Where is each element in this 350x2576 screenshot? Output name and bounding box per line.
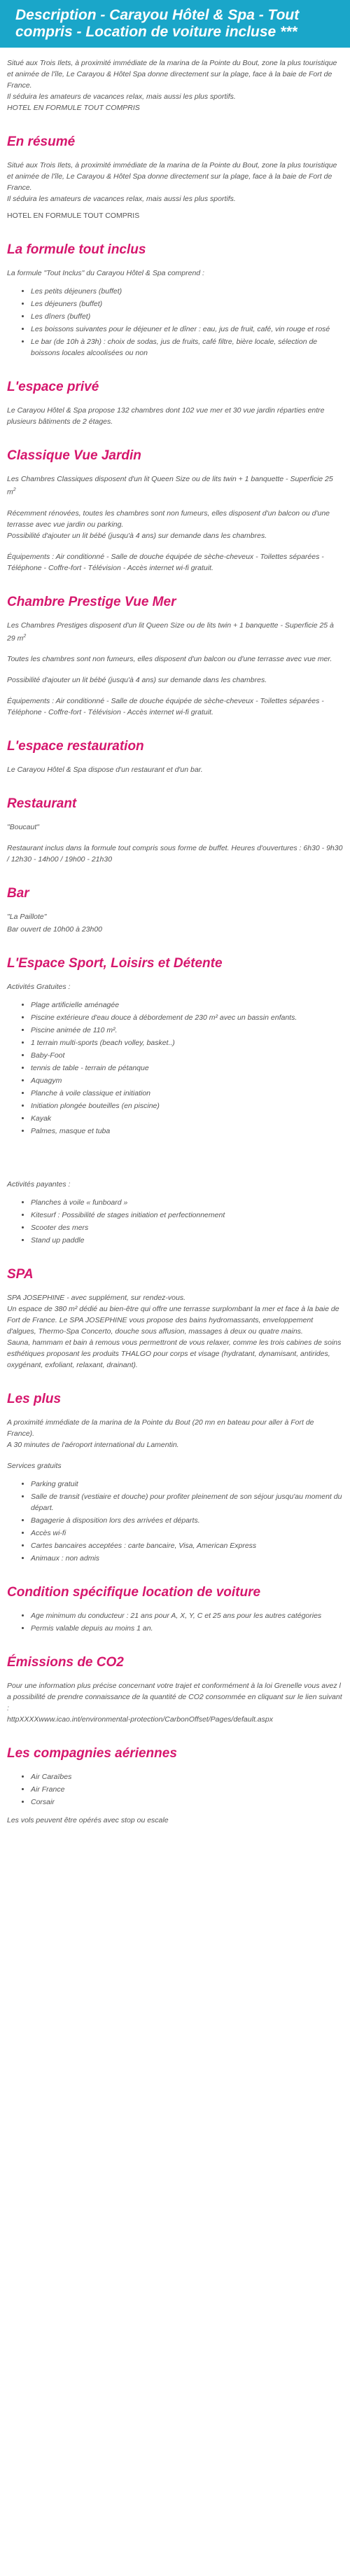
restaurant-name: "Boucaut" (7, 823, 39, 831)
section-heading-co2: Émissions de CO2 (7, 1655, 124, 1670)
restaurant-text: Restaurant inclus dans la formule tout compris sous forme de buffet. Heures d'ouvertures : 6h30 - 9h30 / 12h30 - 14h00 / 19h00 - 21h30 (7, 844, 343, 864)
section-heading-sport: L'Espace Sport, Loisirs et Détente (7, 956, 223, 971)
prestige-text-3: Possibilité d'ajouter un lit bébé (jusqu'à 4 ans) sur demande dans les chambres. (7, 676, 267, 684)
section-heading-restauration: L'espace restauration (7, 739, 144, 754)
bar-name: "La Paillote" (7, 913, 47, 921)
list-item: • Air Caraïbes (31, 1771, 343, 1782)
classique-text-2: Récemment rénovées, toutes les chambres sont non fumeurs, elles disposent d'un balcon ou d'une terrasse avec vue jardin ou parking. Possibilité d'ajouter un lit bébé (jusqu'à 4 ans) sur demande dans les chambres. (7, 508, 330, 540)
resume-formula: HOTEL EN FORMULE TOUT COMPRIS (7, 212, 140, 220)
condition-list (7, 1610, 343, 1634)
list-item: • Initiation plongée bouteilles (en piscine) (31, 1100, 343, 1112)
section-heading-spa: SPA (7, 1267, 34, 1282)
sport-paid-list (7, 1197, 343, 1246)
intro-text: Situé aux Trois Ilets, à proximité immédiate de la marina de la Pointe du Bout, zone la plus touristique et animée de l'île, Le Carayou & Hôtel Spa donne directement sur la plage, face à la baie de Fort de France. Il séduira les amateurs de vacances relax, mais aussi les plus sportifs. (7, 59, 337, 101)
classique-text-1: Les Chambres Classiques disposent d'un lit Queen Size ou de lits twin + 1 banquette - Superficie 25 $m^2$ (7, 475, 333, 497)
prestige-text-1: Les Chambres Prestiges disposent d'un lit Queen Size ou de lits twin + 1 banquette - Superficie 25 à 29 $m^2$ (7, 621, 334, 642)
list-item: • Les dîners (buffet) (31, 311, 343, 322)
list-item: • Les petits déjeuners (buffet) (31, 286, 343, 297)
list-item: • Le bar (de 10h à 23h) : choix de sodas, jus de fruits, café filtre, bière locale, sélection de boissons locales alcoolisées ou non (31, 336, 343, 359)
list-item: • Piscine animée de 110 m². (31, 1025, 343, 1036)
prive-text: Le Carayou Hôtel & Spa propose 132 chambres dont 102 vue mer et 30 vue jardin réparties entre plusieurs bâtiments de 2 étages. (7, 406, 325, 426)
formule-list (7, 286, 343, 359)
list-item: • Corsair (31, 1796, 343, 1808)
list-item: • Kayak (31, 1113, 343, 1124)
bar-hours: Bar ouvert de 10h00 à 23h00 (7, 925, 103, 934)
compagnies-list (7, 1771, 343, 1808)
page-title: Description - Carayou Hôtel & Spa - Tout compris - Location de voiture incluse *** (0, 0, 350, 48)
co2-text: Pour une information plus précise concernant votre trajet et conformément à la loi Grenelle vous avez la possibilité de prendre connaissance de la quantité de CO2 consommée en cliquant sur le lien suivant : httpXXXXwww.icao.int/environmental-protection/CarbonOffset/Pages/default.aspx (7, 1682, 342, 1724)
content (0, 57, 350, 1826)
list-item: • Kitesurf : Possibilité de stages initiation et perfectionnement (31, 1210, 343, 1221)
list-item: • Piscine extérieure d'eau douce à débordement de 230 m² avec un bassin enfants. (31, 1012, 343, 1023)
list-item: • Les déjeuners (buffet) (31, 298, 343, 310)
list-item: • Permis valable depuis au moins 1 an. (31, 1623, 343, 1634)
list-item: • Aquagym (31, 1075, 343, 1086)
section-heading-prestige: Chambre Prestige Vue Mer (7, 594, 176, 609)
spacer (7, 1144, 343, 1179)
list-item: • Baby-Foot (31, 1050, 343, 1061)
compagnies-note: Les vols peuvent être opérés avec stop ou escale (7, 1816, 169, 1824)
list-item: • tennis de table - terrain de pétanque (31, 1062, 343, 1074)
sport-paid-label: Activités payantes : (7, 1180, 71, 1189)
list-item: • Scooter des mers (31, 1222, 343, 1233)
section-heading-compagnies: Les compagnies aériennes (7, 1746, 177, 1761)
sport-free-list (7, 999, 343, 1137)
list-item: • Palmes, masque et tuba (31, 1126, 343, 1137)
sport-free-label: Activités Gratuites : (7, 983, 71, 991)
list-item: • Planches à voile « funboard » (31, 1197, 343, 1208)
section-heading-plus: Les plus (7, 1392, 62, 1406)
section-heading-resume: En résumé (7, 134, 76, 149)
list-item: • Cartes bancaires acceptées : carte bancaire, Visa, American Express (31, 1540, 343, 1551)
list-item: • Age minimum du conducteur : 21 ans pour A, X, Y, C et 25 ans pour les autres catégories (31, 1610, 343, 1621)
list-item: • 1 terrain multi-sports (beach volley, basket..) (31, 1037, 343, 1048)
formule-lead: La formule "Tout Inclus" du Carayou Hôtel & Spa comprend : (7, 269, 204, 277)
section-heading-formule: La formule tout inclus (7, 242, 146, 257)
list-item: • Bagagerie à disposition lors des arrivées et départs. (31, 1515, 343, 1526)
section-heading-bar: Bar (7, 886, 29, 901)
list-item: • Plage artificielle aménagée (31, 999, 343, 1011)
list-item: • Animaux : non admis (31, 1553, 343, 1564)
prestige-text-2: Toutes les chambres sont non fumeurs, elles disposent d'un balcon ou d'une terrasse avec vue mer. (7, 655, 332, 663)
restauration-text: Le Carayou Hôtel & Spa dispose d'un restaurant et d'un bar. (7, 766, 203, 774)
section-heading-classique: Classique Vue Jardin (7, 448, 141, 463)
prestige-text-4: Équipements : Air conditionné - Salle de douche équipée de sèche-cheveux - Toilettes séparées - Téléphone - Coffre-fort - Télévision - Accès internet wi-fi gratuit. (7, 697, 324, 716)
plus-services-list (7, 1479, 343, 1564)
section-heading-prive: L'espace privé (7, 380, 99, 394)
list-item: • Accès wi-fi (31, 1528, 343, 1539)
spa-text: SPA JOSEPHINE - avec supplément, sur rendez-vous. Un espace de 380 m² dédié au bien-être qui offre une terrasse surplombant la mer et face à la baie de Fort de France. Le SPA JOSEPHINE vous propose des bains hydromassants, enveloppement d'algues, Thermo-Spa Concerto, douche sous affusion, massages à deux ou quatre mains. Sauna, hammam et bain à remous vous permettront de vous relaxer, comme les trois cabines de soins esthétiques proposant les produits THALGO pour corps et visage (hydratant, dynamisant, antirides, oxygénant, exfoliant, relaxant, drainant). (7, 1294, 342, 1369)
intro-formula: HOTEL EN FORMULE TOUT COMPRIS (7, 104, 140, 112)
list-item: • Parking gratuit (31, 1479, 343, 1490)
list-item: • Planche à voile classique et initiation (31, 1088, 343, 1099)
list-item: • Air France (31, 1784, 343, 1795)
section-heading-restaurant: Restaurant (7, 796, 77, 811)
classique-text-3: Équipements : Air conditionné - Salle de douche équipée de sèche-cheveux - Toilettes séparées - Téléphone - Coffre-fort - Télévision - Accès internet wi-fi gratuit. (7, 552, 324, 572)
list-item: • Stand up paddle (31, 1235, 343, 1246)
list-item: • Les boissons suivantes pour le déjeuner et le dîner : eau, jus de fruit, café, vin rouge et rosé (31, 324, 343, 335)
plus-text: A proximité immédiate de la marina de la Pointe du Bout (20 mn en bateau pour aller à Fort de France). A 30 minutes de l'aéroport international du Lamentin. (7, 1418, 314, 1449)
plus-services-label: Services gratuits (7, 1462, 62, 1470)
list-item: • Salle de transit (vestiaire et douche) pour profiter pleinement de son séjour jusqu'au moment du départ. (31, 1491, 343, 1514)
resume-text: Situé aux Trois Ilets, à proximité immédiate de la marina de la Pointe du Bout, zone la plus touristique et animée de l'île, Le Carayou & Hôtel Spa donne directement sur la plage, face à la baie de Fort de France. Il séduira les amateurs de vacances relax, mais aussi les plus sportifs. (7, 161, 337, 203)
section-heading-condition: Condition spécifique location de voiture (7, 1585, 261, 1600)
